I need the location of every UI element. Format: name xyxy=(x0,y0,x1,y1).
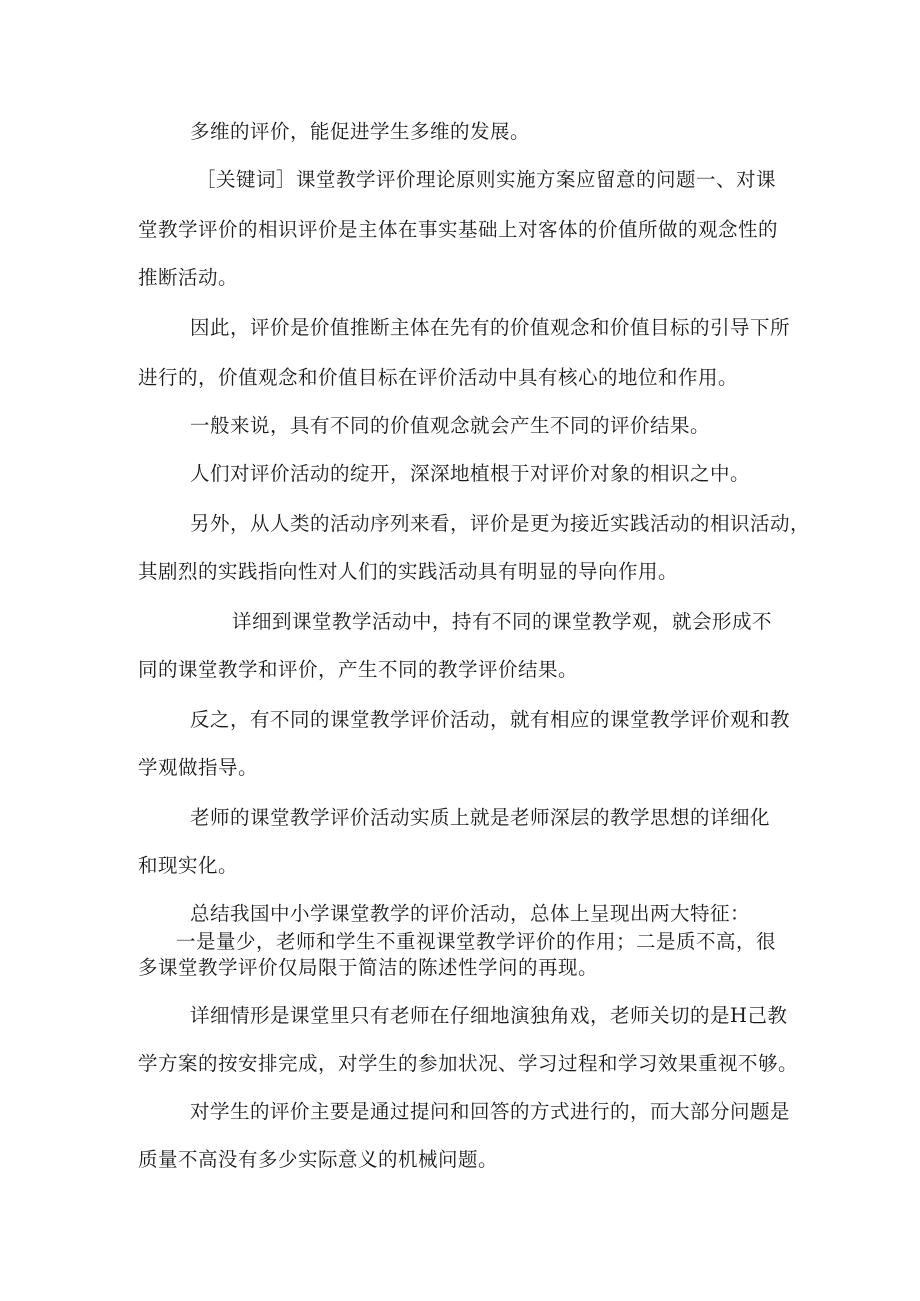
text-line: 总结我国中小学课堂教学的评价活动，总体上呈现出两大特征： xyxy=(190,902,751,925)
text-line: 详细到课堂教学活动中，持有不同的课堂教学观，就会形成不 xyxy=(232,610,773,633)
text-line: 和现实化。 xyxy=(138,854,239,877)
text-line: 多课堂教学评价仅局限于简洁的陈述性学问的再现。 xyxy=(138,956,599,979)
keywords-line: ［关键词］课堂教学评价理论原则实施方案应留意的问题一、对课 xyxy=(196,168,777,191)
text-line: 学方案的按安排完成，对学生的参加状况、学习过程和学习效果重视不够。 xyxy=(138,1052,799,1075)
text-line: 详细情形是课堂里只有老师在仔细地演独角戏，老师关切的是H己教 xyxy=(190,1004,788,1027)
text-line: 人们对评价活动的绽开，深深地植根于对评价对象的相识之中。 xyxy=(190,462,751,485)
text-line: 进行的，价值观念和价值目标在评价活动中具有核心的地位和作用。 xyxy=(138,366,739,389)
text-line: 对学生的评价主要是通过提问和回答的方式进行的，而大部分问题是 xyxy=(190,1100,791,1123)
text-line: 反之，有不同的课堂教学评价活动，就有相应的课堂教学评价观和教 xyxy=(190,708,791,731)
text-line: 一般来说，具有不同的价值观念就会产生不同的评价结果。 xyxy=(190,414,711,437)
text-line: 同的课堂教学和评价，产生不同的教学评价结果。 xyxy=(138,658,579,681)
text-line: 另外，从人类的活动序列来看，评价是更为接近实践活动的相识活动， xyxy=(190,512,811,535)
text-line: 因此，评价是价值推断主体在先有的价值观念和价值目标的引导下所 xyxy=(190,316,791,339)
text-line: 多维的评价，能促进学生多维的发展。 xyxy=(190,120,531,143)
text-line: 老师的课堂教学评价活动实质上就是老师深层的教学思想的详细化 xyxy=(190,806,771,829)
text-line: 一是量少，老师和学生不重视课堂教学评价的作用；二是质不高，很 xyxy=(176,930,777,953)
text-line: 学观做指导。 xyxy=(138,756,259,779)
text-line: 推断活动。 xyxy=(138,266,239,289)
text-line: 质量不高没有多少实际意义的机械问题。 xyxy=(138,1148,499,1171)
text-line: 其剧烈的实践指向性对人们的实践活动具有明显的导向作用。 xyxy=(138,560,679,583)
text-line: 堂教学评价的相识评价是主体在事实基础上对客体的价值所做的观念性的 xyxy=(138,218,779,241)
